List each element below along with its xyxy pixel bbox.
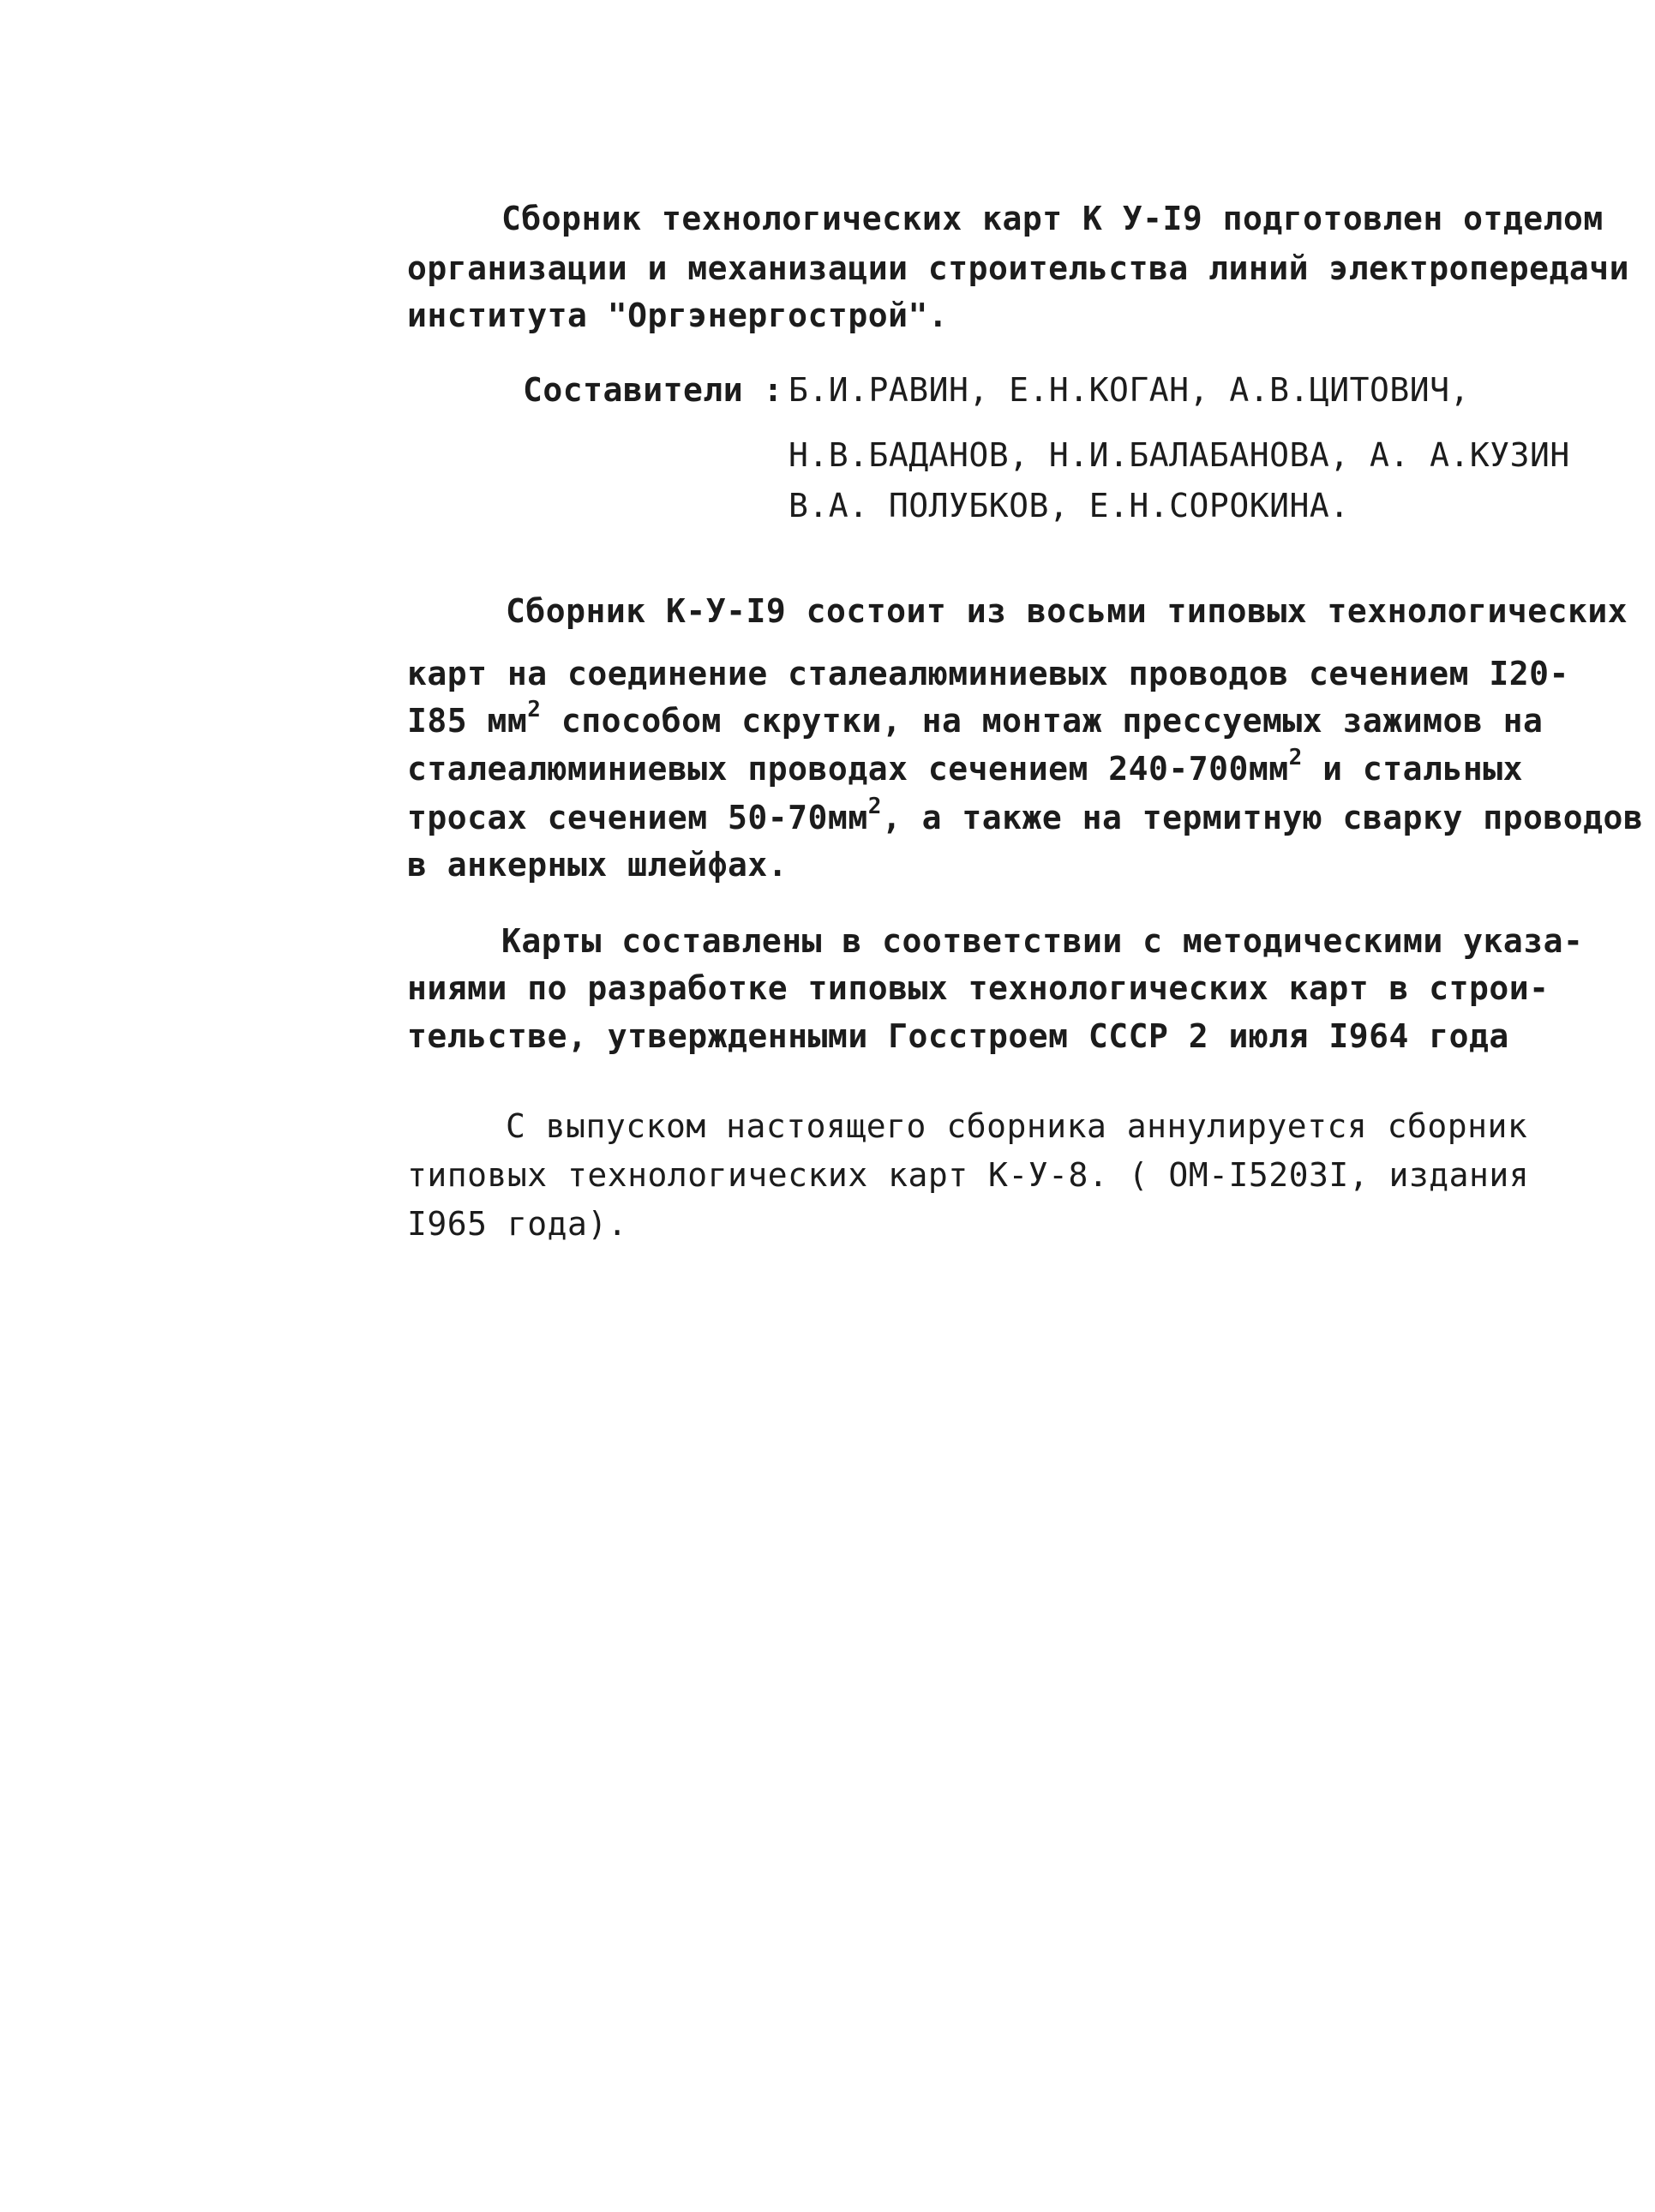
authors-label: Составители : xyxy=(523,371,783,409)
paragraph-2-line-6: в анкерных шлейфах. xyxy=(407,846,789,884)
superscript-2: 2 xyxy=(527,697,542,722)
authors-line-1: Б.И.РАВИН, Е.Н.КОГАН, А.В.ЦИТОВИЧ, xyxy=(789,371,1470,409)
paragraph-2-line-5-start: тросах сечением 50-70мм xyxy=(407,799,868,836)
paragraph-3-line-2: ниями по разработке типовых технологических карт в строи- xyxy=(407,969,1550,1007)
paragraph-2-line-4-start: сталеалюминиевых проводах сечением 240-700мм xyxy=(407,750,1289,788)
paragraph-2-line-3-end: способом скрутки, на монтаж прессуемых зажимов на xyxy=(541,702,1544,740)
superscript-2: 2 xyxy=(1288,745,1303,770)
paragraph-4-line-1: С выпуском настоящего сборника аннулируется сборник xyxy=(506,1107,1528,1145)
paragraph-1-line-1: Сборник технологических карт К У-I9 подготовлен отделом xyxy=(501,200,1604,237)
paragraph-2-line-4 xyxy=(407,745,1523,788)
paragraph-4-line-3: I965 года). xyxy=(407,1205,628,1243)
paragraph-2-line-2: карт на соединение сталеалюминиевых проводов сечением I20- xyxy=(407,655,1569,692)
paragraph-1-line-3: института "Оргэнергострой". xyxy=(407,297,949,334)
paragraph-2-line-3 xyxy=(407,697,1544,740)
paragraph-1-line-2: организации и механизации строительства линий электропередачи xyxy=(407,249,1630,287)
paragraph-2-line-1: Сборник К-У-I9 состоит из восьми типовых технологических xyxy=(506,592,1628,630)
paragraph-2-line-5-end: , а также на термитную сварку проводов xyxy=(881,799,1644,836)
paragraph-3-line-3: тельстве, утвержденными Госстроем СССР 2 июля I964 года xyxy=(407,1017,1509,1055)
paragraph-2-line-3-start: I85 мм xyxy=(407,702,528,740)
superscript-2: 2 xyxy=(867,794,882,819)
paragraph-4-line-2: типовых технологических карт К-У-8. ( ОМ-I5203I, издания xyxy=(407,1156,1530,1194)
authors-line-3: В.А. ПОЛУБКОВ, Е.Н.СОРОКИНА. xyxy=(789,487,1350,525)
paragraph-2-line-4-end: и стальных xyxy=(1302,750,1523,788)
authors-line-2: Н.В.БАДАНОВ, Н.И.БАЛАБАНОВА, А. А.КУЗИН xyxy=(789,436,1570,474)
paragraph-2-line-5 xyxy=(407,794,1644,836)
paragraph-3-line-1: Карты составлены в соответствии с методическими указа- xyxy=(501,922,1584,960)
